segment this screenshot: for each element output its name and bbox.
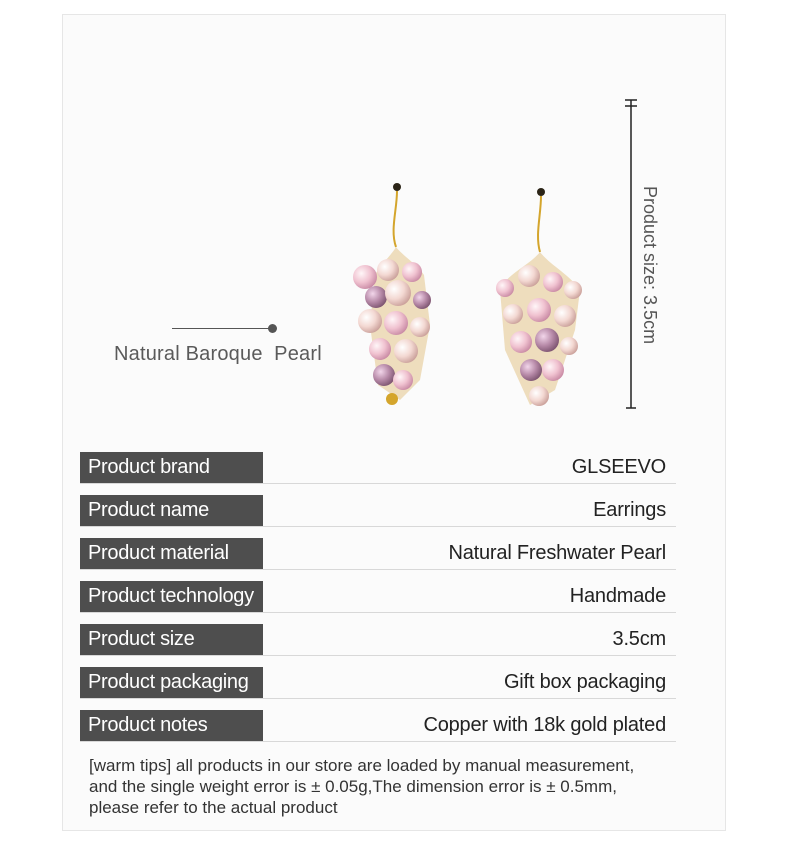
spec-row-technology xyxy=(80,581,676,613)
spec-row-size xyxy=(80,624,676,656)
spec-label: Product notes xyxy=(80,710,263,741)
tips-line: please refer to the actual product xyxy=(89,798,338,817)
spec-value: GLSEEVO xyxy=(571,456,666,478)
spec-label: Product name xyxy=(80,495,263,526)
spec-value: Natural Freshwater Pearl xyxy=(448,542,666,564)
spec-label: Product size xyxy=(80,624,263,655)
pointer-dot xyxy=(268,324,277,333)
spec-value: Gift box packaging xyxy=(503,671,666,693)
spec-value: Earrings xyxy=(593,499,666,521)
spec-row-packaging xyxy=(80,667,676,699)
spec-row-material xyxy=(80,538,676,570)
spec-value: 3.5cm xyxy=(612,628,666,650)
size-label: Product size: 3.5cm xyxy=(640,186,660,345)
spec-row-brand xyxy=(80,452,676,484)
spec-value: Copper with 18k gold plated xyxy=(423,714,666,736)
pointer-line xyxy=(172,328,272,329)
spec-row-notes xyxy=(80,710,676,742)
spec-label: Product technology xyxy=(80,581,263,612)
tips-line: [warm tips] all products in our store are loaded by manual measurement, xyxy=(89,756,635,775)
warm-tips xyxy=(89,755,689,818)
spec-row-name xyxy=(80,495,676,527)
tips-line: and the single weight error is ± 0.05g,The dimension error is ± 0.5mm, xyxy=(89,777,617,796)
right-earring-image xyxy=(485,180,595,420)
spec-label: Product packaging xyxy=(80,667,263,698)
spec-value: Handmade xyxy=(569,585,666,607)
material-label: Natural Baroque Pearl xyxy=(114,343,322,365)
spec-label: Product brand xyxy=(80,452,263,483)
spec-label: Product material xyxy=(80,538,263,569)
left-earring-image xyxy=(340,175,450,415)
